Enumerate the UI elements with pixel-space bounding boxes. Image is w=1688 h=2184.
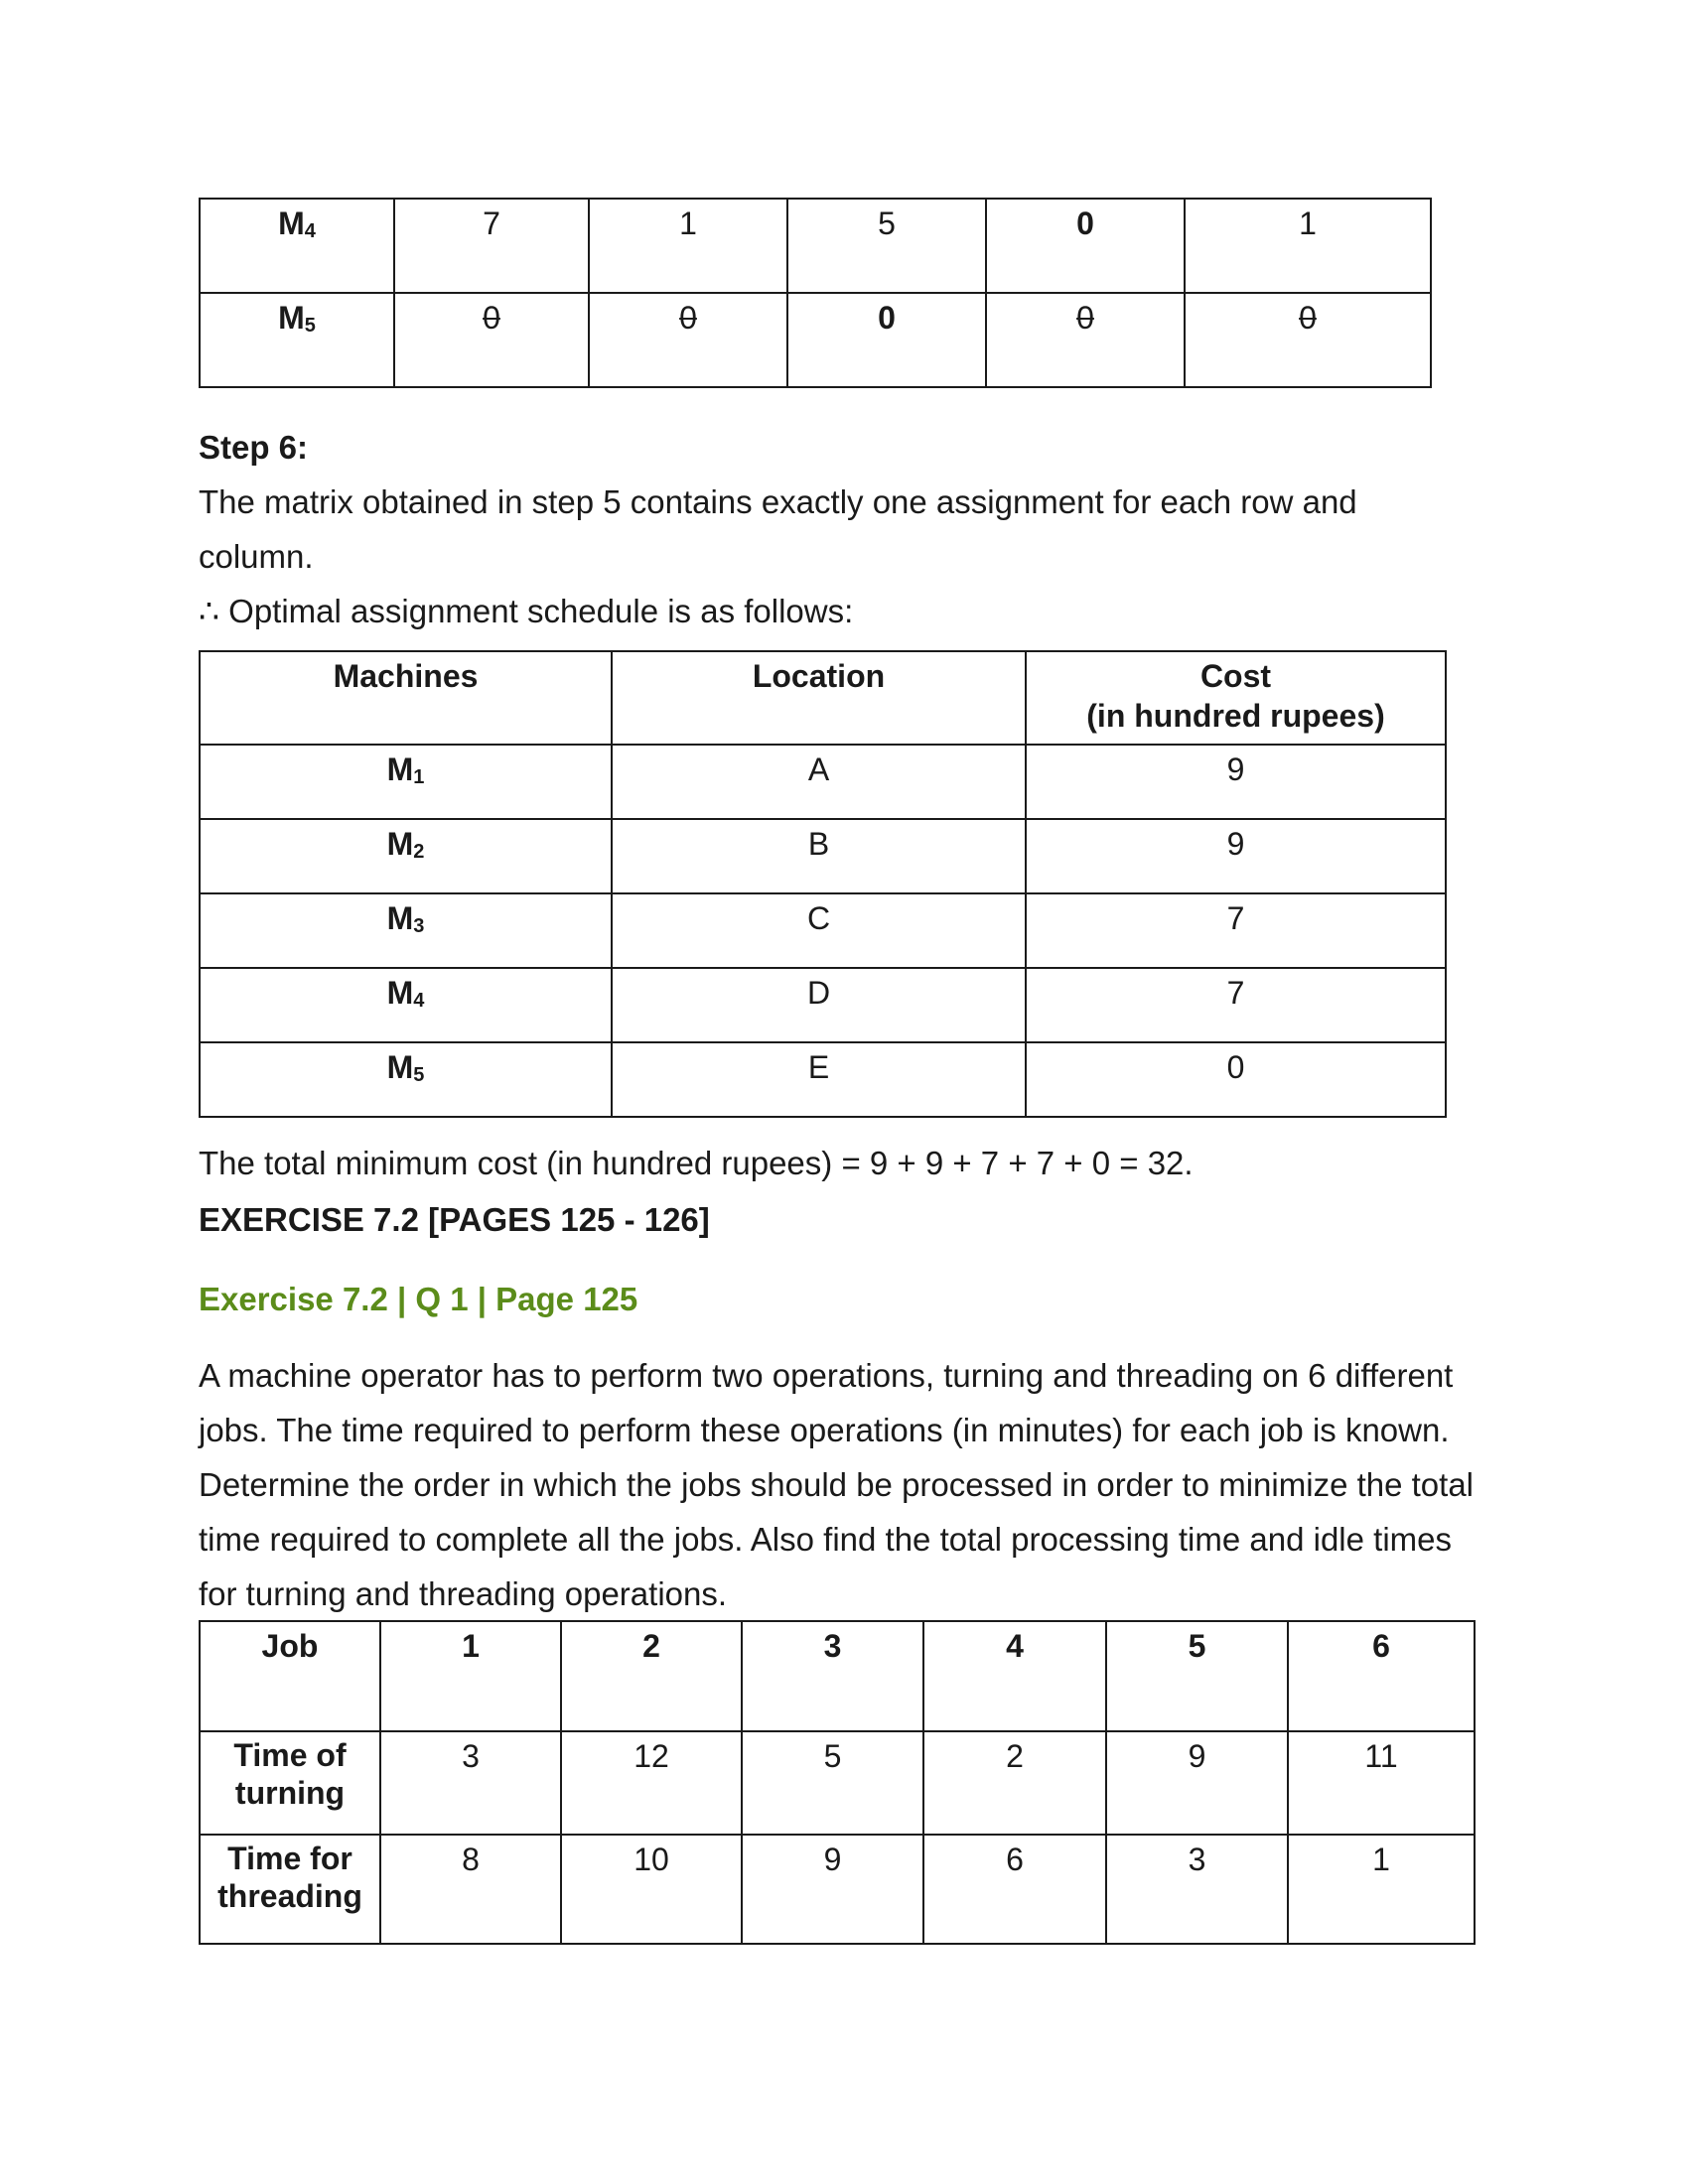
table-row — [200, 1042, 1446, 1117]
column-header: 4 — [923, 1621, 1106, 1731]
table-cell: 1 — [1288, 1835, 1475, 1944]
crossed-cell: 0 — [589, 293, 787, 387]
machine-cell: $M_2$ — [200, 819, 612, 893]
cost-cell: 9 — [1026, 745, 1446, 819]
cost-cell: 7 — [1026, 968, 1446, 1042]
matrix-cell: 5 — [787, 199, 986, 293]
row-label-turning: Time of turning — [200, 1731, 380, 1835]
column-header: 1 — [380, 1621, 561, 1731]
column-header: 6 — [1288, 1621, 1475, 1731]
assigned-cell: 0 — [986, 199, 1185, 293]
location-cell: D — [612, 968, 1026, 1042]
column-header: 3 — [742, 1621, 923, 1731]
assigned-cell: 0 — [787, 293, 986, 387]
cost-cell: 0 — [1026, 1042, 1446, 1117]
machine-cell: $M_4$ — [200, 968, 612, 1042]
table-cell: 5 — [742, 1731, 923, 1835]
exercise-heading: EXERCISE 7.2 [PAGES 125 - 126] — [199, 1201, 710, 1238]
cost-cell: 7 — [1026, 893, 1446, 968]
table-row — [200, 893, 1446, 968]
job-times-table — [199, 1620, 1476, 1945]
table-row — [200, 293, 1431, 387]
column-header: 2 — [561, 1621, 742, 1731]
table-header-row — [200, 651, 1446, 745]
question-link[interactable]: Exercise 7.2 | Q 1 | Page 125 — [199, 1281, 638, 1317]
table-row — [200, 745, 1446, 819]
table-cell: 12 — [561, 1731, 742, 1835]
machine-cell: $M_1$ — [200, 745, 612, 819]
total-cost-line: The total minimum cost (in hundred rupees) = 9 + 9 + 7 + 7 + 0 = 32. — [199, 1145, 1194, 1181]
table-cell: 10 — [561, 1835, 742, 1944]
table-row — [200, 968, 1446, 1042]
table-row — [200, 1835, 1475, 1944]
step-text-line: ∴ Optimal assignment schedule is as follows: — [199, 593, 854, 629]
step-heading: Step 6: — [199, 429, 309, 466]
step-text-line: column. — [199, 538, 314, 575]
row-label-m4: $M_4$ — [200, 199, 394, 293]
machine-cell: $M_5$ — [200, 1042, 612, 1117]
table-cell: 11 — [1288, 1731, 1475, 1835]
machine-cell: $M_3$ — [200, 893, 612, 968]
question-text-line: jobs. The time required to perform these operations (in minutes) for each job is known. — [199, 1412, 1450, 1448]
column-header: Cost (in hundred rupees) — [1026, 651, 1446, 745]
crossed-cell: 0 — [394, 293, 589, 387]
matrix-cell: 7 — [394, 199, 589, 293]
table-row — [200, 199, 1431, 293]
table-cell: 2 — [923, 1731, 1106, 1835]
row-label-m5: $M_5$ — [200, 293, 394, 387]
table-row — [200, 1731, 1475, 1835]
column-header: Machines — [200, 651, 612, 745]
cost-cell: 9 — [1026, 819, 1446, 893]
location-cell: B — [612, 819, 1026, 893]
row-label-threading: Time for threading — [200, 1835, 380, 1944]
matrix-cell: 1 — [589, 199, 787, 293]
table-header-row — [200, 1621, 1475, 1731]
column-header: Job — [200, 1621, 380, 1731]
question-text-line: time required to complete all the jobs. Also find the total processing time and idle times — [199, 1521, 1452, 1558]
question-text-line: A machine operator has to perform two operations, turning and threading on 6 different — [199, 1357, 1454, 1394]
table-row — [200, 819, 1446, 893]
location-cell: E — [612, 1042, 1026, 1117]
table-cell: 8 — [380, 1835, 561, 1944]
column-header: 5 — [1106, 1621, 1288, 1731]
question-text-line: for turning and threading operations. — [199, 1575, 728, 1612]
table-cell: 3 — [1106, 1835, 1288, 1944]
question-text-line: Determine the order in which the jobs should be processed in order to minimize the total — [199, 1466, 1475, 1503]
table-cell: 3 — [380, 1731, 561, 1835]
table-cell: 9 — [1106, 1731, 1288, 1835]
column-header: Location — [612, 651, 1026, 745]
step-text-line: The matrix obtained in step 5 contains exactly one assignment for each row and — [199, 483, 1357, 520]
crossed-cell: 0 — [1185, 293, 1431, 387]
matrix-cell: 1 — [1185, 199, 1431, 293]
location-cell: C — [612, 893, 1026, 968]
crossed-cell: 0 — [986, 293, 1185, 387]
assignment-table — [199, 650, 1447, 1118]
reduced-matrix-table — [199, 198, 1432, 388]
table-cell: 6 — [923, 1835, 1106, 1944]
location-cell: A — [612, 745, 1026, 819]
table-cell: 9 — [742, 1835, 923, 1944]
